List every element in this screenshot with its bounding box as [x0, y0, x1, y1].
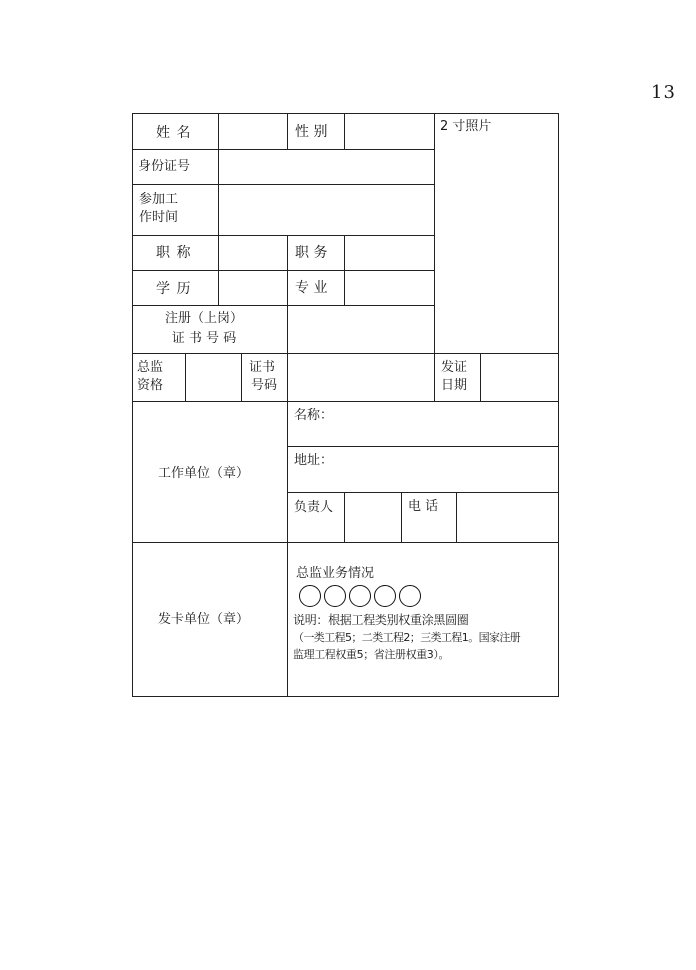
rule-col-phone-label — [401, 492, 402, 542]
registration-form — [132, 113, 559, 697]
issue-date-line-1: 发证 — [441, 360, 468, 375]
rule-col-value-a — [218, 113, 219, 149]
rule-employer-1 — [287, 446, 559, 447]
registration-label — [165, 310, 243, 348]
employer-phone-label: 电 话 — [408, 499, 439, 514]
photo-label: 2 寸照片 — [440, 119, 492, 134]
business-score-circles — [299, 585, 421, 607]
qualification-line-2: 资格 — [137, 378, 164, 393]
education-label: 学 历 — [156, 281, 192, 297]
position-label: 职 务 — [295, 245, 328, 261]
rule-col-position-label — [287, 235, 288, 305]
rule-col-qualification-value — [241, 353, 242, 401]
rule-col-registration — [287, 305, 288, 353]
rule-row-4 — [132, 270, 434, 271]
employer-head-label: 负责人 — [294, 500, 334, 515]
rule-col-head-value — [344, 492, 345, 542]
employer-address-label: 地址： — [294, 453, 334, 468]
registration-line-2: 证 书 号 码 — [171, 331, 237, 346]
work-start-line-2: 作时间 — [139, 210, 179, 225]
score-circle-2[interactable] — [324, 585, 346, 607]
business-note — [293, 612, 520, 663]
major-label: 专 业 — [295, 280, 328, 296]
rule-col-cert-no — [287, 353, 288, 401]
rule-row-2 — [132, 184, 434, 185]
qualification-label — [137, 359, 163, 395]
form-border-right — [558, 113, 559, 697]
form-border-top — [132, 113, 559, 114]
rule-row-5 — [132, 305, 434, 306]
business-title: 总监业务情况 — [296, 566, 375, 581]
score-circle-5[interactable] — [399, 585, 421, 607]
form-border-left — [132, 113, 133, 697]
employer-label: 工作单位（章） — [158, 466, 250, 481]
rule-col-qualification — [185, 353, 186, 401]
rule-row-8 — [132, 542, 559, 543]
rule-row-1 — [132, 149, 434, 150]
cert-no-line-2: 号码 — [251, 378, 278, 393]
gender-label: 性 别 — [295, 124, 328, 140]
rule-col-employer — [287, 401, 288, 697]
cert-no-label — [249, 359, 277, 395]
issue-date-line-2: 日期 — [441, 378, 468, 393]
note-line-1: 说明：根据工程类别权重涂黑圆圈 — [293, 613, 469, 627]
rule-col-phone-value — [456, 492, 457, 542]
rule-col-gender-label — [287, 113, 288, 149]
rule-employer-2 — [287, 492, 559, 493]
note-line-3: 监理工程权重5；省注册权重3）。 — [293, 648, 450, 661]
rule-col-gender-value — [344, 113, 345, 149]
rule-row-3 — [132, 235, 434, 236]
rule-row-6 — [132, 353, 559, 354]
work-start-label — [139, 191, 178, 227]
registration-line-1: 注册（上岗） — [165, 311, 244, 326]
score-circle-1[interactable] — [299, 585, 321, 607]
rule-col-position-value — [344, 235, 345, 305]
name-label: 姓 名 — [156, 125, 192, 141]
issue-date-label — [441, 359, 467, 395]
score-circle-4[interactable] — [374, 585, 396, 607]
rule-row-7 — [132, 401, 559, 402]
title-label: 职 称 — [156, 245, 192, 261]
page-number: 13 — [651, 82, 676, 103]
note-line-2: （一类工程5；二类工程2；三类工程1。国家注册 — [293, 631, 521, 644]
id-number-label: 身份证号 — [138, 159, 191, 174]
qualification-line-1: 总监 — [137, 360, 164, 375]
issuer-label: 发卡单位（章） — [158, 612, 250, 627]
work-start-line-1: 参加工 — [139, 192, 179, 207]
cert-no-line-1: 证书 — [249, 360, 276, 375]
employer-name-label: 名称： — [294, 408, 334, 423]
score-circle-3[interactable] — [349, 585, 371, 607]
rule-col-value-b — [218, 149, 219, 305]
rule-col-photo — [434, 113, 435, 401]
rule-col-issue-date — [480, 353, 481, 401]
form-border-bottom — [132, 696, 559, 697]
